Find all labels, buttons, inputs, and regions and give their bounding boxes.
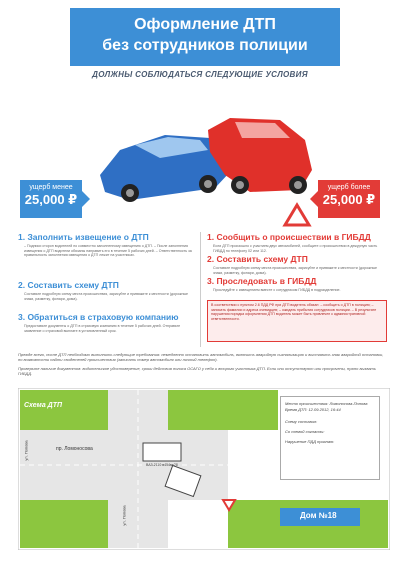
red-car-icon — [208, 118, 312, 194]
header-banner — [70, 8, 340, 66]
form-line: Место происшествия: Ломоносова-Попова — [285, 401, 368, 406]
form-line: Схему составил: — [285, 419, 318, 424]
form-line: Нарушение ПДД признаю: — [285, 439, 335, 444]
street-label: ул. Попова — [121, 505, 127, 526]
instruction-paragraph: Прежде всего, после ДТП необходимо выполнить следующие требования: немедленно остановить автомобиль, включить аварийную сигнализацию и выставить знак аварийной остановки, по возможности найти свидетелей происшествия (записать номер автомобиля или личный телефон). — [18, 352, 384, 363]
warning-triangle-icon — [285, 205, 309, 225]
damage-more-amount: 25,000 ₽ — [322, 192, 376, 207]
step-title: 1. Заполнить извещение о ДТП — [18, 232, 149, 242]
damage-less-badge — [20, 180, 82, 218]
instruction-paragraph: Проверьте наличие документов: водительское удостоверение, сроки действия полиса ОСАГО у себя и второго участника ДТП. Если они отсутствуют или просрочены, нужно вызвать ГИБДД. — [18, 365, 376, 376]
step-text: Предоставьте документы о ДТП в страховую компанию в течение 5 рабочих дней. Отправьте заявление о страховой выплате в установленный срок. — [24, 324, 181, 333]
step-right-3 — [207, 276, 387, 293]
house-label: Дом №18 — [300, 511, 337, 520]
step-text: Проследуйте с извещением вместе с сотрудником ГИБДД в подразделение. — [213, 288, 341, 292]
step-right-1 — [207, 232, 387, 254]
warning-notice: В соответствии с пунктом 2.6 ПДД РФ при ДТП водитель обязан: – сообщить о ДТП в полицию; – записать фамилии и адреса очевидцев; – ожидать прибытия сотрудников полиции. – В результате нарушения порядка оформления ДТП водитель может быть привлечен к административной ответственности. — [207, 300, 387, 342]
form-line: Время ДТП: 12.09.2012, 16:44 — [285, 407, 341, 412]
damage-more-badge — [318, 180, 380, 218]
step-text: Составьте подробную схему места происшествия, зарисуйте и привяжите к местности (дорожные знаки, разметку, фонари, дома). — [213, 266, 378, 275]
step-text: – Подписи сторон водителей по совместно заполненному извещению о ДТП. – После заполнения извещения о ДТП водители обязаны направить его в течение 5 рабочих дней. – Ответственность за правильность заполнения извещения о ДТП лежит на участниках. — [24, 244, 192, 258]
step-left-3 — [18, 312, 198, 333]
steps-less-column — [18, 232, 198, 333]
step-title: 3. Обратиться в страховую компанию — [18, 312, 179, 322]
step-right-2 — [207, 254, 387, 276]
instructions — [18, 352, 388, 379]
scheme-form-card — [280, 396, 380, 480]
cars-illustration — [90, 90, 320, 230]
step-text: Составьте подробную схему места происшествия, зарисуйте и привяжите к местности (дорожные знаки, разметку, фонари, дома). — [24, 292, 189, 301]
car-label: ВАЗ-2110 в454мк28 — [146, 463, 178, 467]
steps-more-column — [207, 232, 387, 293]
subtitle: ДОЛЖНЫ СОБЛЮДАТЬСЯ СЛЕДУЮЩИЕ УСЛОВИЯ — [92, 70, 308, 79]
title-line-1: Оформление ДТП — [134, 16, 276, 33]
title-line-2: без сотрудников полиции — [102, 37, 308, 54]
step-title: 1. Сообщить о происшествии в ГИБДД — [207, 232, 371, 242]
step-title: 2. Составить схему ДТП — [207, 254, 308, 264]
form-line: Со схемой согласны: — [285, 429, 325, 434]
step-title: 3. Проследовать в ГИБДД — [207, 276, 317, 286]
damage-more-label: ущерб более — [327, 184, 371, 191]
step-left-2 — [18, 280, 198, 310]
damage-less-amount: 25,000 ₽ — [24, 192, 78, 207]
step-left-1 — [18, 232, 198, 256]
step-title: 2. Составить схему ДТП — [18, 280, 119, 290]
column-divider — [200, 232, 201, 347]
scheme-title: Схема ДТП — [24, 402, 63, 409]
street-label: ул. Попова — [23, 440, 29, 461]
step-text: Если ДТП произошло с участием двух автомобилей, сообщите о происшествии в дежурную часть ГИБДД по телефону 02 или 112. — [213, 244, 378, 253]
street-label: пр. Ломоносова — [56, 446, 93, 452]
accident-scheme — [18, 388, 390, 550]
damage-less-label: ущерб менее — [29, 184, 73, 191]
